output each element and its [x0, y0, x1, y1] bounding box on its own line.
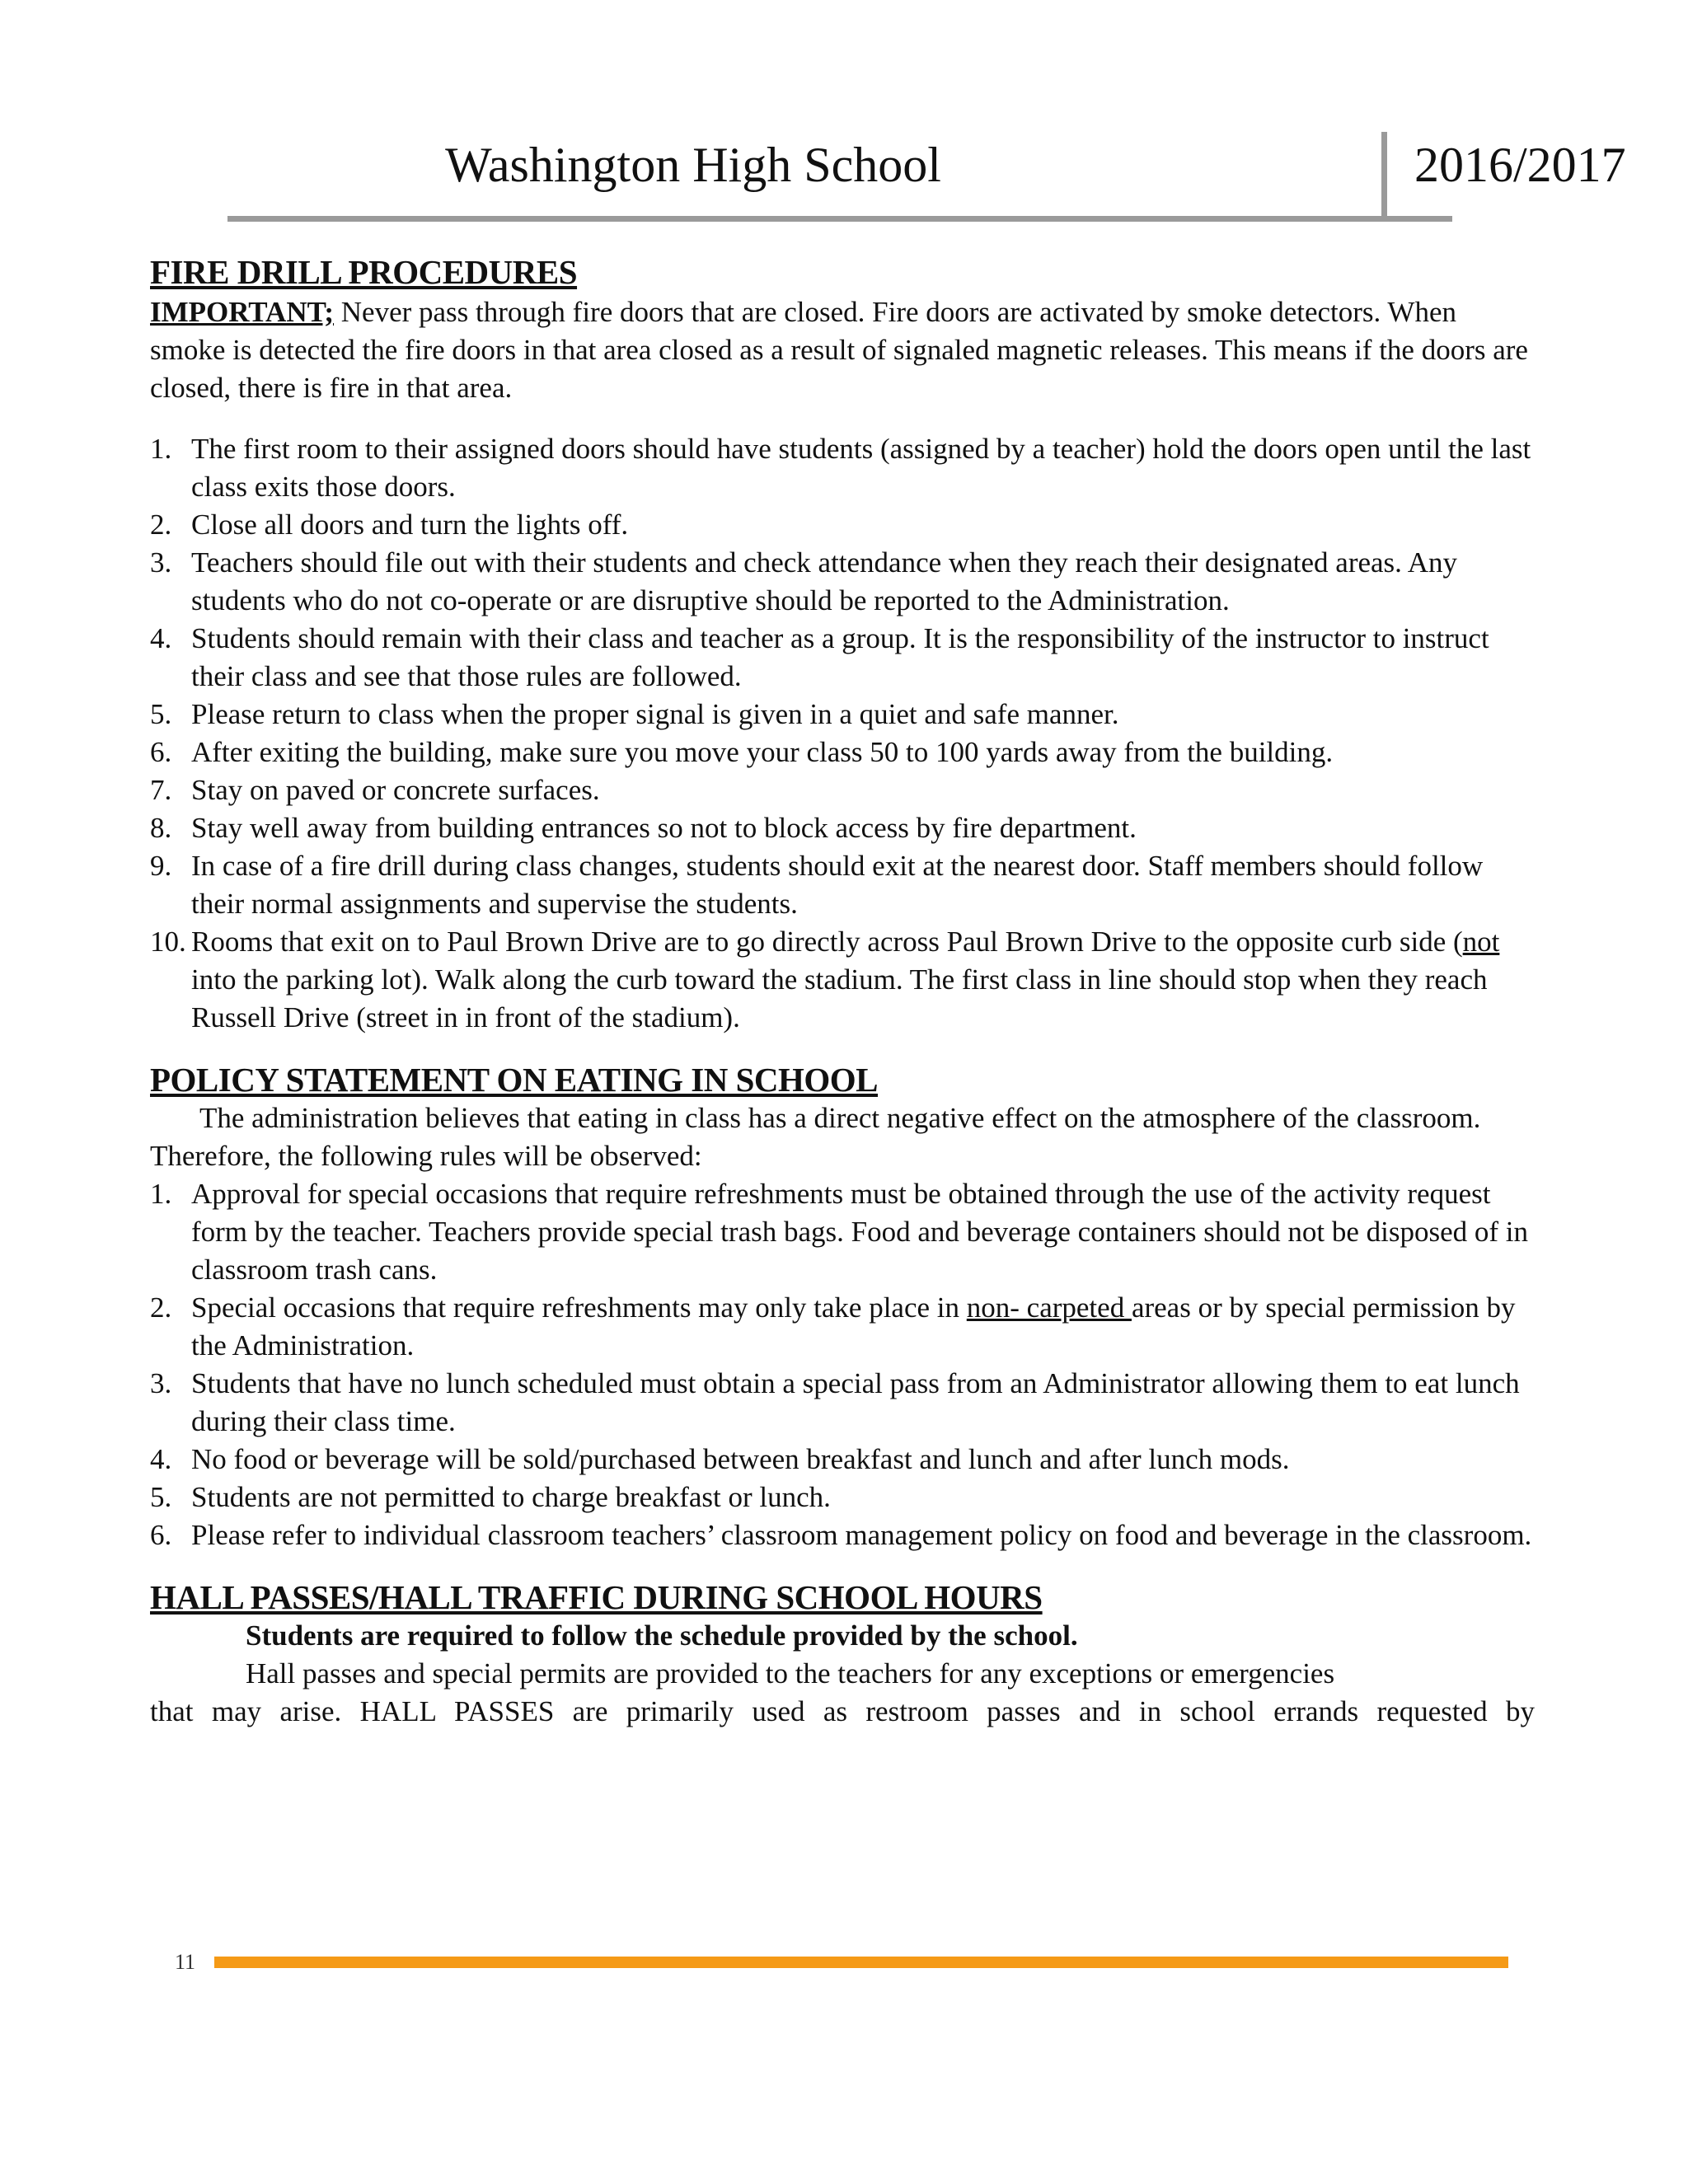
list-item	[150, 809, 1535, 847]
list-number: 3.	[150, 546, 172, 579]
page-header	[227, 132, 1626, 223]
eating-policy-heading: POLICY STATEMENT ON EATING IN SCHOOL	[150, 1060, 879, 1099]
school-year: 2016/2017	[1414, 138, 1626, 192]
header-rule	[227, 216, 1452, 222]
list-number: 9.	[150, 849, 172, 882]
list-item	[150, 1289, 1535, 1365]
eating-policy-section	[150, 1062, 1535, 1554]
list-text: Students should remain with their class and teacher as a group. It is the responsibility of the instructor to instruct their class and see that those rules are followed.	[191, 621, 1489, 692]
important-note	[150, 293, 1535, 407]
list-number: 5.	[150, 697, 172, 730]
list-number: 6.	[150, 1518, 172, 1551]
important-label: IMPORTANT;	[150, 295, 335, 328]
list-number: 4.	[150, 621, 172, 654]
list-text: Close all doors and turn the lights off.	[191, 508, 629, 541]
list-text: Special occasions that require refreshments may only take place in	[191, 1291, 967, 1324]
list-item	[150, 544, 1535, 620]
list-item	[150, 696, 1535, 733]
list-number: 10.	[150, 925, 186, 958]
underlined-phrase: non- carpeted	[966, 1291, 1132, 1324]
list-item	[150, 430, 1535, 506]
list-text: Please return to class when the proper signal is given in a quiet and safe manner.	[191, 697, 1119, 730]
list-number: 1.	[150, 432, 172, 465]
hall-pass-paragraph-line: Hall passes and special permits are provided to the teachers for any exceptions or emergencies	[246, 1657, 1335, 1690]
list-text: Stay on paved or concrete surfaces.	[191, 773, 600, 806]
fire-drill-list	[150, 430, 1535, 1037]
list-number: 2.	[150, 1291, 172, 1324]
list-text: Teachers should file out with their students and check attendance when they reach their designated areas. Any students who do not co-operate or are disruptive should be reported to the Administration.	[191, 546, 1458, 616]
list-item	[150, 847, 1535, 923]
underlined-word: not	[1462, 925, 1500, 958]
list-item	[150, 771, 1535, 809]
list-text: into the parking lot). Walk along the curb toward the stadium. The first class in line should stop when they reach Russell Drive (street in in front of the stadium).	[191, 963, 1488, 1033]
list-item	[150, 620, 1535, 696]
list-text: The first room to their assigned doors should have students (assigned by a teacher) hold the doors open until the last class exits those doors.	[191, 432, 1531, 503]
list-number: 5.	[150, 1480, 172, 1513]
list-number: 7.	[150, 773, 172, 806]
list-number: 6.	[150, 735, 172, 768]
hall-pass-heading: HALL PASSES/HALL TRAFFIC DURING SCHOOL HOURS	[150, 1577, 1043, 1616]
list-text: areas or by special permission by the Administration.	[191, 1291, 1516, 1361]
list-text: Students that have no lunch scheduled must obtain a special pass from an Administrator allowing them to eat lunch during their class time.	[191, 1366, 1520, 1437]
eating-intro: The administration believes that eating in class has a direct negative effect on the atmosphere of the classroom. Therefore, the following rules will be observed:	[150, 1101, 1481, 1172]
page-content	[150, 254, 1535, 1731]
list-item	[150, 1516, 1535, 1554]
list-text: Students are not permitted to charge breakfast or lunch.	[191, 1480, 831, 1513]
page-number: 11	[175, 1950, 196, 1974]
list-number: 1.	[150, 1177, 172, 1210]
page-footer	[175, 1952, 1510, 1973]
list-text: Rooms that exit on to Paul Brown Drive are to go directly across Paul Brown Drive to the opposite curb side (	[191, 925, 1463, 958]
footer-bar	[214, 1957, 1508, 1968]
hall-pass-paragraph-line: that may arise. HALL PASSES are primarily used as restroom passes and in school errands requested by	[150, 1694, 1535, 1727]
header-divider	[1381, 132, 1387, 219]
fire-drill-heading: FIRE DRILL PROCEDURES	[150, 253, 578, 291]
list-item	[150, 506, 1535, 544]
list-number: 8.	[150, 811, 172, 844]
list-item	[150, 733, 1535, 771]
list-text: After exiting the building, make sure you move your class 50 to 100 yards away from the building.	[191, 735, 1334, 768]
schedule-requirement: Students are required to follow the schedule provided by the school.	[246, 1619, 1078, 1652]
fire-drill-section	[150, 254, 1535, 1037]
list-number: 2.	[150, 508, 172, 541]
eating-policy-list	[150, 1175, 1535, 1554]
school-name: Washington High School	[445, 138, 941, 192]
list-text: Stay well away from building entrances so not to block access by fire department.	[191, 811, 1137, 844]
list-number: 4.	[150, 1442, 172, 1475]
list-item	[150, 1365, 1535, 1441]
important-text: Never pass through fire doors that are closed. Fire doors are activated by smoke detectors. When smoke is detected the fire doors in that area closed as a result of signaled magnetic releases. This means if the doors are closed, there is fire in that area.	[150, 295, 1528, 404]
list-number: 3.	[150, 1366, 172, 1399]
list-text: In case of a fire drill during class changes, students should exit at the nearest door. Staff members should follow their normal assignments and supervise the students.	[191, 849, 1484, 920]
list-text: Approval for special occasions that require refreshments must be obtained through the use of the activity request form by the teacher. Teachers provide special trash bags. Food and beverage containers should not be disposed of in classroom trash cans.	[191, 1177, 1528, 1286]
list-item	[150, 1175, 1535, 1289]
list-text: Please refer to individual classroom teachers’ classroom management policy on food and beverage in the classroom.	[191, 1518, 1532, 1551]
list-item	[150, 1441, 1535, 1479]
hall-pass-section	[150, 1579, 1535, 1731]
list-item	[150, 923, 1535, 1037]
list-item	[150, 1479, 1535, 1516]
list-text: No food or beverage will be sold/purchased between breakfast and lunch and after lunch mods.	[191, 1442, 1290, 1475]
